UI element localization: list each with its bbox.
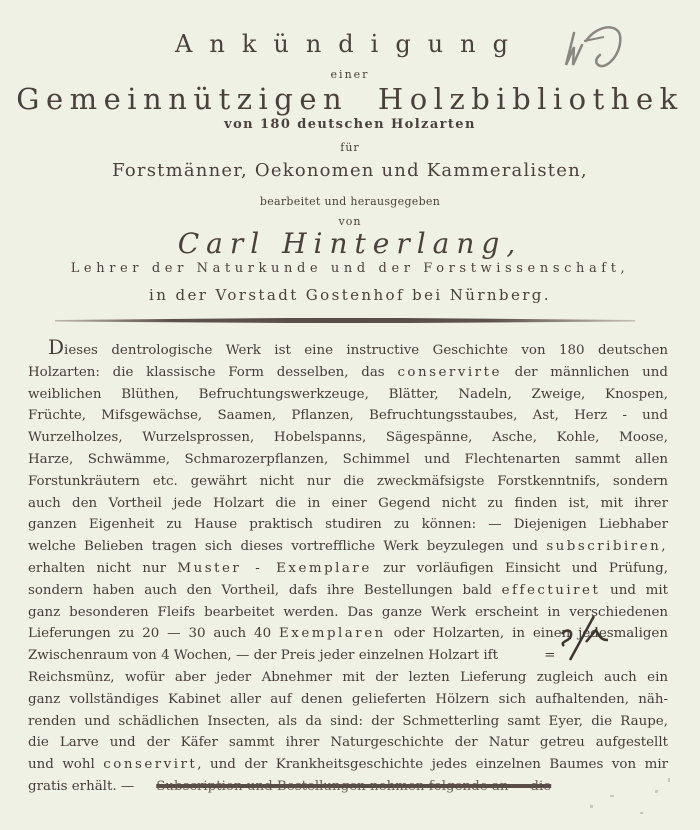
body-line: ganz vollständiges Kabinet aller auf denen gelieferten Hölzern sich aufhaltenden, näh- [28,691,668,707]
decorative-rule [55,318,635,323]
body-line: Zwischenraum von 4 Wochen, — der Preis jeder einzelnen Holzart ift = [28,648,556,664]
body-line: Reichsmünz, wofür aber jeder Abnehmer mit der lezten Lieferung zugleich auch ein [28,669,668,685]
main-title: Gemeinnützigen Holzbibliothek [16,82,684,116]
edited-label: bearbeitet und herausgegeben [259,195,441,208]
document-title: Ankündigung [175,30,525,58]
body-line: erhalten nicht nur Muster - Exemplare zur vorläufigen Einsicht und Prüfung, [28,560,668,576]
body-line: Lieferungen zu 20 — 30 auch 40 Exemplaren oder Holzarten, in einen jedesmaligen [28,626,668,642]
paper-speck [640,812,643,814]
by-label: von [338,215,362,228]
body-line: Früchte, Mifsgewächse, Saamen, Pflanzen, Befruchtungsstaubes, Ast, Herz - und [28,408,668,424]
struck-through-text: Subscription und Bestellungen nehmen folgende an — die [156,778,552,794]
audience: Forstmänner, Oekonomen und Kammeralisten, [112,160,588,181]
body-line: auch den Vortheil jede Holzart die in einer Gegend nicht zu finden ist, mit ihrer [28,495,668,511]
body-line: die Larve und der Käfer sammt ihrer Naturgeschichte der Natur getreu aufgestellt [28,735,668,751]
author-name: Carl Hinterlang, [177,227,523,260]
body-line: Forstunkräutern etc. gewährt nicht nur die zweckmäfsigste Forstkenntnifs, sondern [28,473,668,489]
title-article: einer [330,68,370,81]
body-line: Dieses dentrologische Werk ist eine instructive Geschichte von 180 deutschen [48,335,668,359]
body-line: renden und schädlichen Insecten, als da sind: der Schmetterling samt Eyer, die Raupe, [28,713,668,729]
author-location: in der Vorstadt Gostenhof bei Nürnberg. [149,286,551,304]
body-line: und wohl conservirt, und der Krankheitsgeschichte jedes einzelnen Baumes von mir [28,757,668,773]
paper-speck [668,778,670,782]
body-line: Harze, Schwämme, Schmarozerpflanzen, Schimmel und Flechtenarten sammt allen [28,451,668,467]
for-label: für [340,141,360,154]
body-line: weiblichen Blüthen, Befruchtungswerkzeuge, Blätter, Nadeln, Zweige, Knospen, [28,386,668,402]
paper-speck [590,805,593,808]
handwritten-price-mark-icon [556,612,616,662]
body-line: ganz besonderen Fleifs bearbeitet werden. Das ganze Werk erscheint in verschiedenen [28,604,668,620]
author-role: Lehrer der Naturkunde und der Forstwissenschaft, [70,261,630,276]
body-line: Wurzelholzes, Wurzelsprossen, Hobelspanns, Sägespänne, Asche, Kohle, Moose, [28,430,668,446]
body-line: sondern haben auch den Vortheil, dafs ihre Bestellungen bald effectuiret und mit [28,582,668,598]
subtitle: von 180 deutschen Holzarten [224,117,476,132]
body-line: welche Belieben tragen sich dieses vortreffliche Werk beyzulegen und subscribiren, [28,539,668,555]
body-line: ganzen Eigenheit zu Hause praktisch studiren zu können: — Diejenigen Liebhaber [28,517,668,533]
paper-speck [655,790,658,793]
drop-cap: D [48,335,65,359]
paper-speck [610,795,614,797]
body-line: Holzarten: die klassische Form desselben, das conservirte der männlichen und [28,364,668,380]
body-paragraph [28,335,668,798]
body-line: gratis erhält. — Subscription und Bestellungen nehmen folgende an — die [28,778,552,794]
